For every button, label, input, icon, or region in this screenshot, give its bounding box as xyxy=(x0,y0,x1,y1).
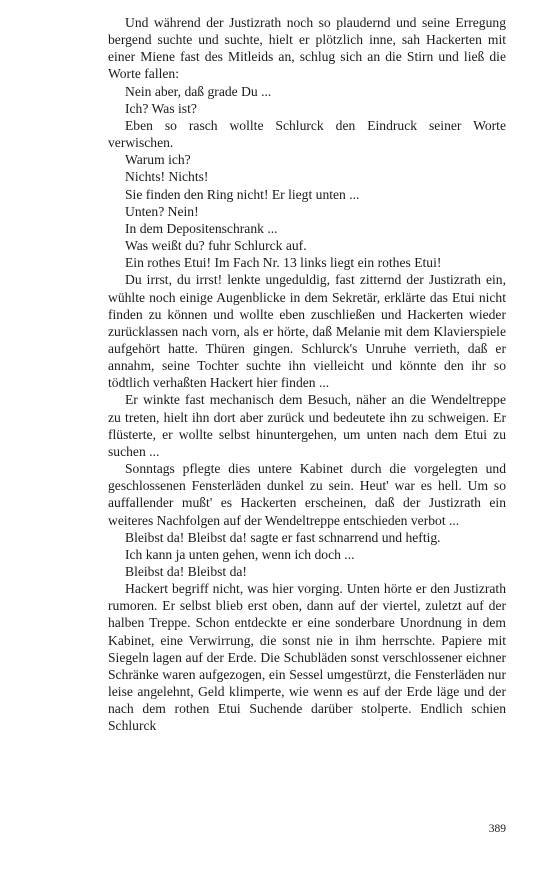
paragraph: Bleibst da! Bleibst da! sagte er fast schnarrend und heftig. xyxy=(125,529,441,545)
page-number: 389 xyxy=(488,823,506,835)
paragraph: Was weißt du? fuhr Schlurck auf. xyxy=(125,238,307,254)
paragraph: Bleibst da! Bleibst da! xyxy=(125,564,247,579)
paragraph: Ein rothes Etui! Im Fach Nr. 13 links liegt ein rothes Etui! xyxy=(125,255,442,271)
paragraph: Du irrst, du irrst! lenkte ungeduldig, fast zitternd der Justizrath ein, wühlte noch einige Augenblicke in dem Sekretär, erklärte das Etui nicht finden zu können und wollte eben zuschließen und Hackerten wieder zurücklassen nach vorn, als er hörte, daß Melanie mit dem Klavierspiele aufgehört hatte. Thüren gingen. Schlurck's Unruhe verrieth, daß er annahm, seine Tochter suchte ihn vielleicht und könnte den ihr so tödtlich verhaßten Hackert hier finden ... xyxy=(108,272,506,391)
paragraph: Warum ich? xyxy=(125,152,191,168)
paragraph: Nichts! Nichts! xyxy=(125,169,209,185)
paragraph: Ich? Was ist? xyxy=(125,100,197,116)
paragraph: In dem Depositenschrank ... xyxy=(125,220,278,236)
paragraph: Er winkte fast mechanisch dem Besuch, näher an die Wendeltreppe zu treten, hielt ihn dort aber zurück und bedeutete ihn zu schweigen. Er flüsterte, er wollte selbst hinuntergehen, um unten nach dem Etui zu suchen ... xyxy=(108,392,506,459)
paragraph: Ich kann ja unten gehen, wenn ich doch ... xyxy=(125,546,355,562)
paragraph: Unten? Nein! xyxy=(125,203,199,219)
paragraph: Und während der Justizrath noch so plaudernd und seine Erregung bergend suchte und suchte, hielt er plötzlich inne, sah Hackerten mit einer Miene fast des Mitleids an, schlug sich an die Stirn und ließ die Worte fallen: xyxy=(108,15,506,82)
paragraph: Hackert begriff nicht, was hier vorging. Unten hörte er den Justizrath rumoren. Er selbst blieb erst oben, dann auf der viertel, zuletzt auf der halben Treppe. Schon entdeckte er eine sonderbare Unordnung in dem Kabinet, eine Verwirrung, die sonst nie in ihm herrschte. Papiere mit Siegeln lagen auf der Erde. Die Schubläden sonst verschlossener eichner Schränke waren aufgezogen, ein Sessel umgestürzt, die Fensterläden nur leise angelehnt, Geld klimperte, wie wenn es auf der Erde läge und der nach dem rothen Etui Suchende darüber stolperte. Endlich schien Schlurck xyxy=(108,581,506,734)
paragraph: Sonntags pflegte dies untere Kabinet durch die vorgelegten und geschlossenen Fensterläden dunkel zu sein. Heut' war es hell. Um so auffallender mußt' es Hackerten erscheinen, daß der Justizrath ein weiteres Nachfolgen auf der Wendeltreppe entschieden verbot ... xyxy=(108,461,506,528)
paragraph: Nein aber, daß grade Du ... xyxy=(125,83,272,99)
paragraph: Sie finden den Ring nicht! Er liegt unten ... xyxy=(125,186,360,202)
body-text xyxy=(108,14,506,735)
paragraph: Eben so rasch wollte Schlurck den Eindruck seiner Worte verwischen. xyxy=(108,117,506,151)
